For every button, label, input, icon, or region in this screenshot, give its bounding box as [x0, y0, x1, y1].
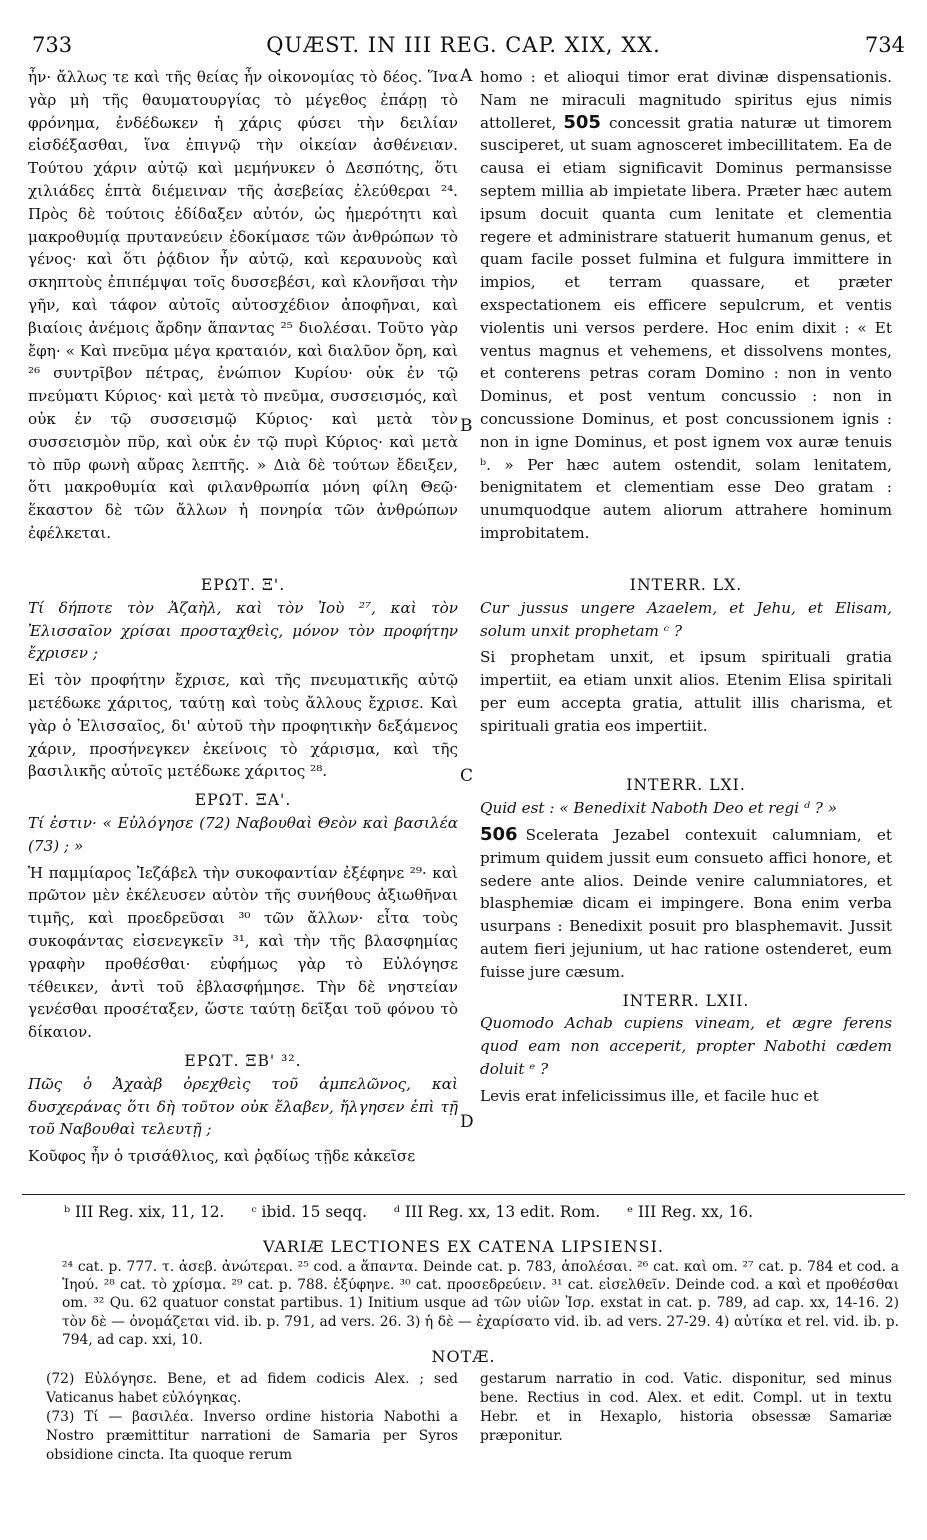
column-number-506: 506 [480, 823, 518, 845]
latin-answer-62: Levis erat infelicissimus ille, et facile huc et [480, 1086, 819, 1105]
greek-heading-61: ΕΡΩΤ. ΞΑ'. [194, 791, 292, 810]
greek-answer-61: Ἡ παμμίαρος Ἰεζάβελ τὴν συκοφαντίαν ἐξέφηνε ²⁹· καὶ πρῶτον μὲν ἐκέλευσεν αὐτὸν τῆς συνήθους ἀξιωθῆναι τιμῆς, καὶ προεδρεῦσαι ³⁰ τῶν ἄλλων· εἶτα τοὺς συκοφάντας εἰσενεγκεῖν ³¹, καὶ τὴν τῆς βλασφημίας γραφὴν προθέσθαι· εὐφήμως γὰρ τὸ Εὐλόγησε τέθεικεν, ἀντὶ τοῦ ἐβλασφήμησε. Τὴν δὲ νηστείαν γενέσθαι προσέταξεν, ὥστε ταύτῃ δεῖξαι τοῦ φόνου τὸ δίκαιον. [28, 863, 458, 1042]
running-header [22, 33, 905, 59]
column-number-505: 505 [563, 111, 601, 133]
margin-letter-b: B [460, 416, 473, 436]
latin-question-60: Cur jussus ungere Azaelem, et Jehu, et Elisam, solum unxit prophetam ᶜ ? [480, 598, 892, 640]
latin-heading-61: INTERR. LXI. [626, 776, 746, 795]
footnote-e: ᵉ III Reg. xx, 16. [627, 1203, 754, 1221]
greek-question-60: Τί δήποτε τὸν Ἀζαὴλ, καὶ τὸν Ἰοὺ ²⁷, καὶ τὸν Ἐλισσαῖον χρίσαι προσταχθεὶς, μόνον τὸν προφήτην ἔχρισεν ; [28, 598, 458, 663]
latin-paragraph-rest: concessit gratia naturæ ut timorem susciperet, ut suam agnosceret imbecillitatem. Ea de causa ei etiam significavit Dominus permansisse septem millia ab impietate libera. Præter hæc autem ipsum docuit quanta cum lenitate et clementia regere et administrare statuerit humanum genus, et quam facile posset fulmina et fulgura immittere in impios, et terram quassare, et præter exspectationem eis efficere sepulcrum, et ventis violentis uni versos perdere. Hoc enim dixit : « Et ventus magnus et vehemens, et dissolvens montes, et conterens petras coram Domino : non in vento Dominus, et post ventum concussio : non in concussione Dominus, et post concussionem ignis : non in igne Dominus, et post ignem vox auræ tenuis ᵇ. » Per hæc autem ostendit, solam lenitatem, benignitatem et clementiam esse Deo gratam : unumquodque autem aliorum attrahere hominum improbitatem. [480, 113, 892, 542]
page-title: QUÆST. IN III REG. CAP. XIX, XX. [266, 33, 661, 57]
latin-question-61: Quid est : « Benedixit Naboth Deo et regi ᵈ ? » [480, 799, 838, 818]
latin-question-62: Quomodo Achab cupiens vineam, et ægre ferens quod eam non acceperit, propter Nabothi cædem doluit ᵉ ? [480, 1014, 892, 1078]
latin-heading-60: INTERR. LX. [629, 576, 743, 594]
greek-question-61: Τί ἐστιν· « Εὐλόγησε (72) Ναβουθαὶ Θεὸν καὶ βασιλέα (73) ; » [28, 813, 458, 855]
variae-text: ²⁴ cat. p. 777. τ. ἀσεβ. ἀνώτεραι. ²⁵ cod. a ἅπαντα. Deinde cat. p. 783, ἀπολέσαι. ²⁶ cat. καὶ om. ²⁷ cat. p. 784 et cod. a Ἰηού. ²⁸ cat. τὸ χρίσμα. ²⁹ cat. p. 788. ἐξύφηνε. ³⁰ cat. προσεδρεύειν. ³¹ cat. εἰσελθεῖν. Deinde cod. a καὶ et προθέσθαι om. ³² Qu. 62 quatuor constat partibus. 1) Initium usque ad τῶν υἱῶν Ἰσρ. exstat in cat. p. 789, ad cap. xx, 14-16. 2) τὸν δὲ — ὀνομάζεται vid. ib. p. 791, ad vers. 26. 3) ἡ δὲ — ἐχαρίσατο vid. ib. ad vers. 27-29. 4) αὐτίκα et rel. vid. ib. p. 794, ad cap. xxi, 10. [62, 1259, 899, 1348]
margin-letter-c: C [460, 766, 474, 786]
margin-letters [458, 66, 480, 1186]
page-number-right: 734 [864, 33, 905, 57]
latin-answer-60: Si prophetam unxit, et ipsum spirituali gratia impertiit, ea etiam unxit alios. Etenim Elisa spiritali per eum accepta gratia, attulit illis charisma, et spirituali gratia eos impertiit. [480, 648, 892, 735]
latin-answer-61 [480, 824, 892, 984]
notae-heading: NOTÆ. [431, 1347, 496, 1366]
scripture-footnotes [64, 1203, 775, 1221]
greek-heading-60: ΕΡΩΤ. Ξ'. [200, 576, 286, 594]
page-number-left: 733 [32, 33, 73, 57]
variae-heading: VARIÆ LECTIONES EX CATENA LIPSIENSI. [263, 1237, 664, 1256]
greek-heading-62: ΕΡΩΤ. ΞΒ' ³². [184, 1051, 302, 1070]
greek-column [28, 66, 458, 1168]
greek-question-62: Πῶς ὁ Ἀχαὰβ ὀρεχθεὶς τοῦ ἀμπελῶνος, καὶ δυσχεράνας ὅτι δὴ τοῦτον οὐκ ἔλαβεν, ἤλγησεν ἐπὶ τῇ τοῦ Ναβουθαὶ τελευτῇ ; [28, 1074, 458, 1139]
notae-right [480, 1370, 892, 1446]
latin-column [480, 66, 892, 1108]
notae-left [46, 1370, 458, 1465]
footnote-d: ᵈ III Reg. xx, 13 edit. Rom. [393, 1203, 601, 1221]
greek-answer-60: Εἰ τὸν προφήτην ἔχρισε, καὶ τῆς πνευματικῆς αὐτῷ μετέδωκε χάριτος, ταύτῃ καὶ τοὺς ἄλλους ἔχρισε. Καὶ γὰρ ὁ Ἐλισσαῖος, δι' αὐτοῦ τὴν προφητικὴν δεξάμενος χάριν, προσήνεγκεν ἐκείνοις τὸ χάρισμα, καὶ τῆς βασιλικῆς αὐτοῖς μετέδωκε χάριτος ²⁸. [28, 671, 458, 781]
margin-letter-d: D [460, 1112, 474, 1132]
note-73: (73) Τί — βασιλέα. Inverso ordine historia Nabothi a Nostro præmittitur narrationi de Samaria per Syros obsidione cincta. Ita quoque rerum [46, 1409, 458, 1463]
note-72: (72) Εὐλόγησε. Bene, et ad fidem codicis Alex. ; sed Vaticanus habet εὐλόγηκας. [46, 1371, 458, 1406]
latin-heading-62: INTERR. LXII. [622, 991, 750, 1010]
margin-letter-a: A [460, 66, 473, 86]
latin-paragraph [480, 66, 892, 568]
divider [22, 1194, 905, 1195]
note-73-continued: gestarum narratio in cod. Vatic. disponitur, sed minus bene. Rectius in cod. Alex. et edit. Compl. ut in textu Hebr. et in Hexaplo, historia obsessæ Samariæ præponitur. [480, 1371, 892, 1444]
footnote-b: ᵇ III Reg. xix, 11, 12. [64, 1203, 225, 1221]
footnote-c: ᶜ ibid. 15 seqq. [251, 1203, 367, 1221]
latin-answer-61-text: Scelerata Jezabel contexuit calumniam, et primum quidem jussit eum consueto affici honore, et sedere ante alios. Deinde venire calumniatores, et blasphemiæ dicam ei impingere. Bona enim verba usurpans : Benedixit posuit pro blasphemavit. Jussit autem fieri jejunium, ut hac ratione ostenderet, eum fuisse jure cæsum. [480, 825, 892, 981]
latin-paragraph-start: homo : et alioqui timor erat divinæ dispensationis. Nam ne miraculi magnitudo spiritus ejus nimis attolleret, [480, 68, 892, 132]
greek-answer-62: Κοῦφος ἦν ὁ τρισάθλιος, καὶ ῥᾳδίως τῇδε κἀκεῖσε [28, 1147, 416, 1166]
greek-paragraph: ἦν· ἄλλως τε καὶ τῆς θείας ἦν οἰκονομίας τὸ δέος. Ἵνα γὰρ μὴ τῆς θαυματουργίας τὸ μέγεθος ἐπάρῃ τὸ φρόνημα, ἐνδέδωκεν ἡ χάρις φύσει τὴν δειλίαν εἰσδέξασθαι, ἵνα ἐπιγνῷ τὴν οἰκείαν ἀσθένειαν. Τούτου χάριν αὐτῷ καὶ μεμήνυκεν ὁ Δεσπότης, ὅτι χιλιάδες ἑπτὰ διέμειναν τῆς ἀσεβείας ἐλεύθεραι ²⁴. Πρὸς δὲ τούτοις ἐδίδαξεν αὐτόν, ὡς ἡμερότητι καὶ μακροθυμίᾳ πρυτανεύειν ἐδοκίμασε τῶν ἀνθρώπων τὸ γένος· καὶ ὅτι ῥᾴδιον ἦν αὐτῷ, καὶ κεραυνοὺς καὶ σκηπτοὺς ἐπιπέμψαι τοῖς δυσσεβέσι, καὶ κλονῆσαι τὴν γῆν, καὶ τάφον αὐτοῖς αὐτοσχέδιον ἀποφῆναι, καὶ βιαίοις ἀνέμοις ἄρδην ἅπαντας ²⁵ διολέσαι. Τοῦτο γὰρ ἔφη· « Καὶ πνεῦμα μέγα κραταιόν, καὶ διαλῦον ὄρη, καὶ ²⁶ συντρῖβον πέτρας, ἐνώπιον Κυρίου· οὐκ ἐν τῷ πνεύματι Κύριος· καὶ μετὰ τὸ πνεῦμα, συσσεισμός, καὶ οὐκ ἐν τῷ συσσεισμῷ Κύριος· καὶ μετὰ τὸν συσσεισμὸν πῦρ, καὶ οὐκ ἐν τῷ πυρὶ Κύριος· καὶ μετὰ τὸ πῦρ φωνὴ αὔρας λεπτῆς. » Διὰ δὲ τούτων ἔδειξεν, ὅτι μακροθυμία καὶ φιλανθρωπία μόνη φίλη Θεῷ· ἕκαστον δὲ τῶν ἄλλων ἡ πονηρία τῶν ἀνθρώπων ἐφέλκεται. [28, 68, 458, 542]
